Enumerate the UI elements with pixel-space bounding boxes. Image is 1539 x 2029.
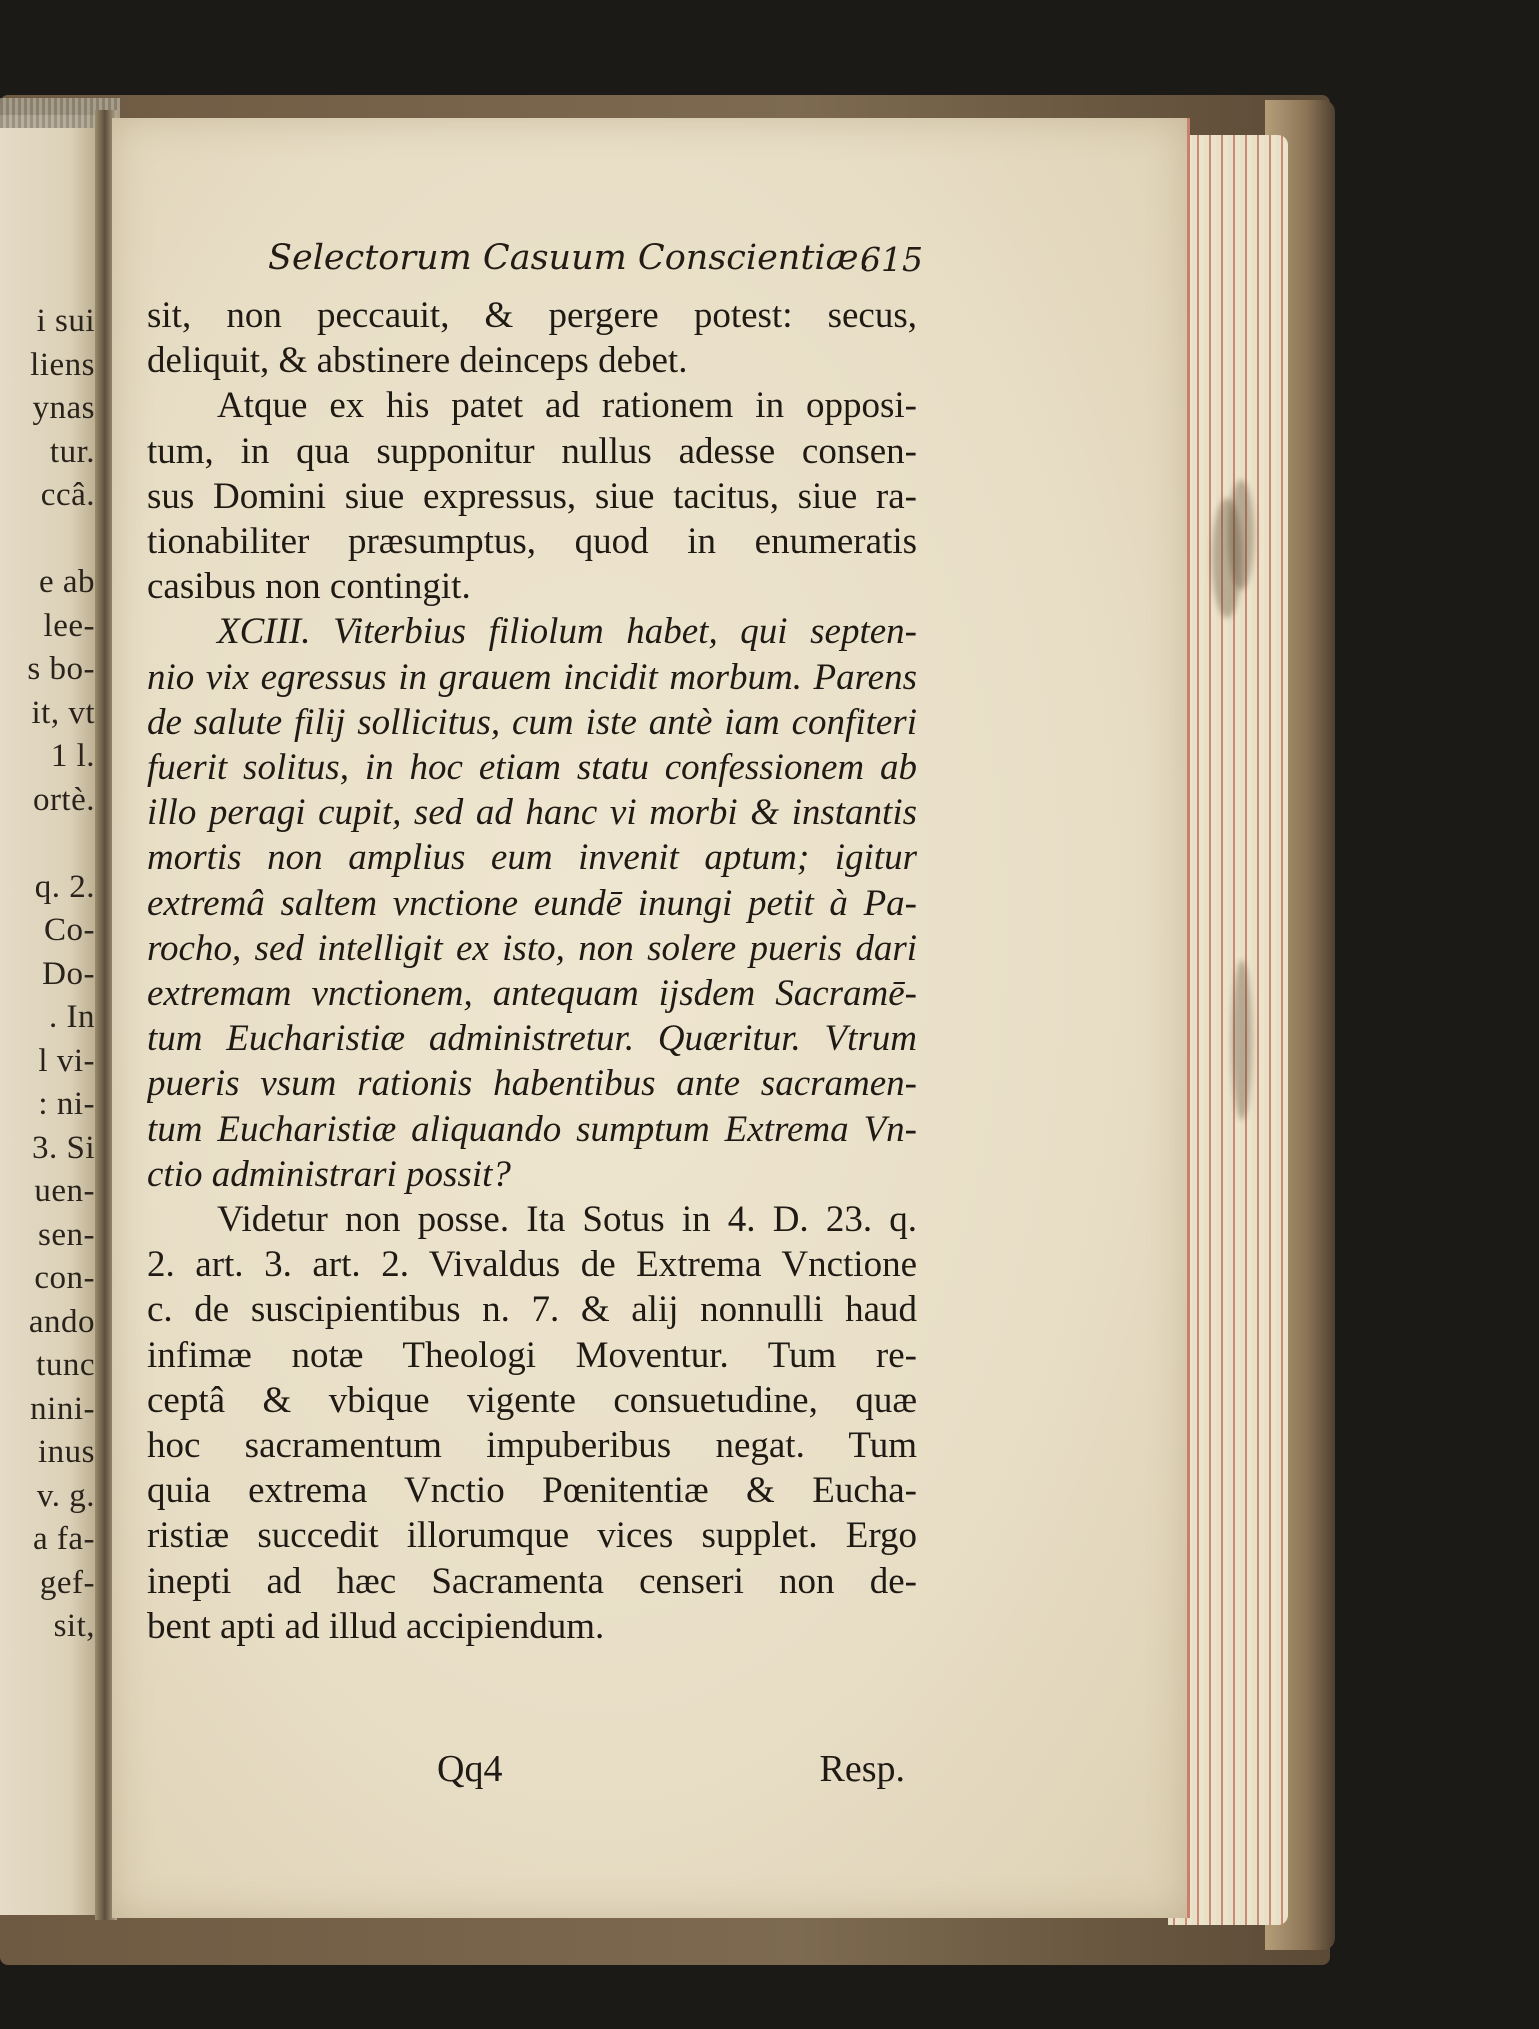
- running-header: [150, 238, 950, 290]
- foxing-stain: [1232, 960, 1252, 1120]
- fragment-line: sit,: [53, 1608, 95, 1644]
- body-text: [147, 293, 917, 1649]
- fragment-line: q. 2.: [34, 868, 95, 905]
- text-line: Videtur non posse. Ita Sotus in 4. D. 23. q.: [217, 1199, 917, 1241]
- text-line: extremam vnctionem, antequam ijsdem Sacramē-: [147, 973, 917, 1015]
- fragment-line: ortè.: [32, 781, 95, 818]
- fragment-line: liens: [30, 346, 95, 383]
- fragment-line: Co-: [44, 912, 95, 948]
- text-line: bent apti ad illud accipiendum.: [147, 1605, 605, 1647]
- fragment-line: [0, 518, 95, 562]
- fragment-line: i sui: [36, 303, 95, 339]
- text-line: ristiæ succedit illorumque vices supplet. Ergo: [147, 1515, 917, 1557]
- fragment-line: con-: [34, 1260, 95, 1296]
- text-line: quia extrema Vnctio Pœnitentiæ & Eucha-: [147, 1470, 917, 1512]
- text-line: extremâ saltem vnctione eundē inungi petit à Pa-: [147, 882, 917, 924]
- fragment-line: Do-: [42, 955, 95, 992]
- text-line: c. de suscipientibus n. 7. & alij nonnulli haud: [147, 1289, 917, 1331]
- fragment-line: 1 l.: [50, 738, 95, 774]
- fragment-line: tur.: [49, 433, 95, 470]
- text-line: ctio administrari possit?: [147, 1153, 511, 1195]
- facing-page-text-fragments: [0, 300, 95, 1649]
- fragment-line: v. g.: [36, 1477, 95, 1514]
- page-number: 615: [860, 240, 923, 279]
- text-line: inepti ad hæc Sacramenta censeri non de-: [147, 1560, 917, 1602]
- fragment-line: sen-: [38, 1216, 95, 1253]
- fragment-line: inus: [37, 1434, 95, 1470]
- text-line: ceptâ & vbique vigente consuetudine, quæ: [147, 1379, 917, 1421]
- fragment-line: [0, 822, 95, 866]
- page-footer: [147, 1747, 917, 1797]
- fragment-line: ynas: [32, 390, 95, 426]
- case-heading-line: XCIII. Viterbius filiolum habet, qui septen-: [217, 611, 917, 653]
- text-line: tum Eucharistiæ aliquando sumptum Extrema Vn-: [147, 1108, 917, 1150]
- text-line: hoc sacramentum impuberibus negat. Tum: [147, 1425, 917, 1467]
- fragment-line: s bo-: [27, 651, 95, 687]
- fragment-line: tunc: [36, 1347, 95, 1383]
- fragment-line: e ab: [38, 564, 95, 600]
- text-line: nio vix egressus in grauem incidit morbum. Parens: [147, 656, 917, 698]
- text-line: sus Domini siue expressus, siue tacitus, siue ra-: [147, 475, 917, 517]
- fragment-line: l vi-: [38, 1042, 95, 1079]
- text-line: tionabiliter præsumptus, quod in enumeratis: [147, 521, 917, 563]
- text-line: de salute filij sollicitus, cum iste antè iam confiteri: [147, 701, 917, 743]
- fragment-line: . In: [49, 999, 95, 1035]
- text-line: illo peragi cupit, sed ad hanc vi morbi & instantis: [147, 792, 917, 834]
- text-line: pueris vsum rationis habentibus ante sacramen-: [147, 1063, 917, 1105]
- fragment-line: it, vt: [31, 694, 95, 731]
- fragment-line: ando: [28, 1303, 95, 1340]
- text-line: infimæ notæ Theologi Moventur. Tum re-: [147, 1334, 917, 1376]
- text-line: tum, in qua supponitur nullus adesse consen-: [147, 430, 917, 472]
- text-line: deliquit, & abstinere deinceps debet.: [147, 340, 688, 382]
- fragment-line: ccâ.: [40, 477, 95, 513]
- fragment-line: 3. Si: [31, 1129, 95, 1166]
- catchword: Resp.: [819, 1748, 905, 1790]
- fragment-line: a fa-: [32, 1521, 95, 1557]
- fragment-line: : ni-: [38, 1086, 95, 1122]
- fragment-line: lee-: [43, 607, 95, 644]
- text-line: fuerit solitus, in hoc etiam statu confessionem ab: [147, 747, 917, 789]
- fragment-line: nini-: [30, 1390, 95, 1427]
- text-line: mortis non amplius eum invenit aptum; igitur: [147, 837, 917, 879]
- fragment-line: uen-: [34, 1173, 95, 1209]
- signature-mark: Qq4: [437, 1748, 503, 1790]
- text-line: casibus non contingit.: [147, 566, 471, 608]
- fragment-line: gef-: [39, 1564, 95, 1601]
- text-line: Atque ex his patet ad rationem in opposi-: [217, 385, 917, 427]
- running-title: Selectorum Casuum Conscientiæ.: [268, 238, 870, 278]
- text-line: sit, non peccauit, & pergere potest: secus,: [147, 295, 917, 336]
- text-line: 2. art. 3. art. 2. Vivaldus de Extrema Vnctione: [147, 1244, 917, 1286]
- text-line: rocho, sed intelligit ex isto, non solere pueris dari: [147, 927, 917, 969]
- foxing-stain: [1228, 480, 1254, 590]
- text-line: tum Eucharistiæ administretur. Quæritur. Vtrum: [147, 1018, 917, 1060]
